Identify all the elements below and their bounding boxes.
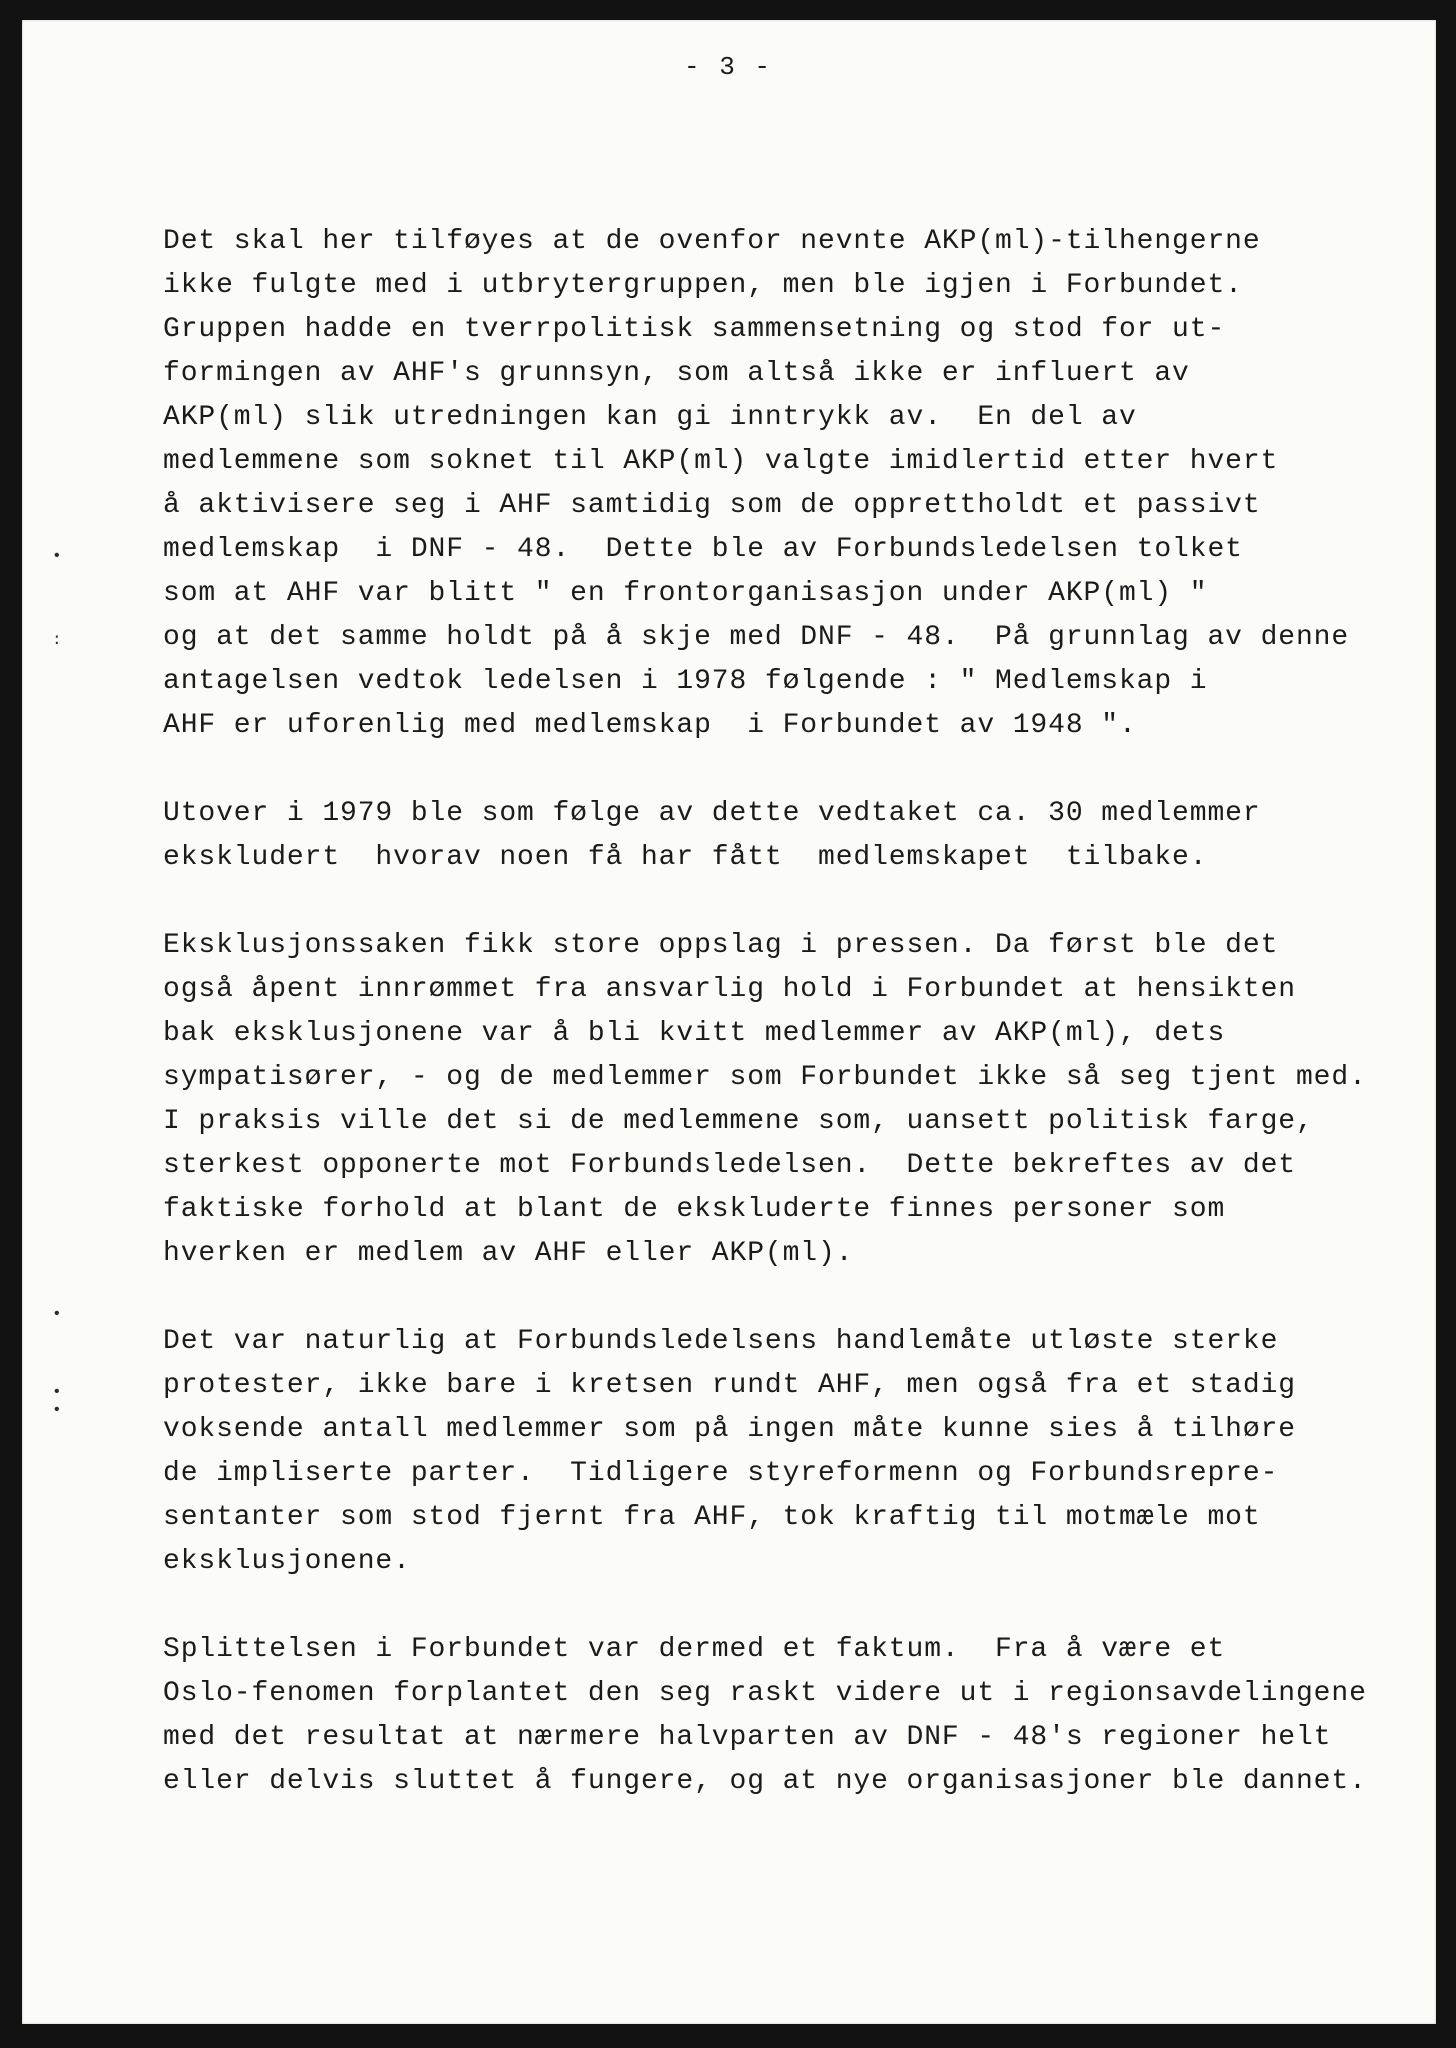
text-line: å aktivisere seg i AHF samtidig som de opprettholdt et passivt bbox=[163, 490, 1261, 521]
text-line: I praksis ville det si de medlemmene som, uansett politisk farge, bbox=[163, 1106, 1314, 1137]
text-line: voksende antall medlemmer som på ingen måte kunne sies å tilhøre bbox=[163, 1414, 1296, 1445]
text-line: AKP(ml) slik utredningen kan gi inntrykk av. En del av bbox=[163, 402, 1137, 433]
paragraph bbox=[163, 792, 1403, 880]
page-number: - 3 - bbox=[683, 52, 772, 82]
text-line: Gruppen hadde en tverrpolitisk sammensetning og stod for ut- bbox=[163, 314, 1226, 345]
paragraph bbox=[163, 220, 1403, 748]
text-line: og at det samme holdt på å skje med DNF - 48. På grunnlag av denne bbox=[163, 622, 1350, 653]
text-line: faktiske forhold at blant de ekskluderte finnes personer som bbox=[163, 1194, 1226, 1225]
text-line: hverken er medlem av AHF eller AKP(ml). bbox=[163, 1238, 854, 1269]
scan-artifact-mark: • bbox=[52, 1305, 62, 1323]
text-line: eller delvis sluttet å fungere, og at nye organisasjoner ble dannet. bbox=[163, 1766, 1367, 1797]
text-line: sterkest opponerte mot Forbundsledelsen. Dette bekreftes av det bbox=[163, 1150, 1296, 1181]
scan-artifact-mark: • bbox=[52, 1383, 62, 1401]
paragraph bbox=[163, 924, 1403, 1276]
text-line: protester, ikke bare i kretsen rundt AHF, men også fra et stadig bbox=[163, 1370, 1296, 1401]
scan-artifact-mark: : bbox=[52, 631, 62, 649]
text-line: ikke fulgte med i utbrytergruppen, men ble igjen i Forbundet. bbox=[163, 270, 1243, 301]
paragraph bbox=[163, 1628, 1403, 1804]
text-line: Oslo-fenomen forplantet den seg raskt videre ut i regionsavdelingene bbox=[163, 1678, 1367, 1709]
scan-artifact-mark: • bbox=[52, 547, 62, 565]
text-line: medlemskap i DNF - 48. Dette ble av Forbundsledelsen tolket bbox=[163, 534, 1243, 565]
text-line: formingen av AHF's grunnsyn, som altså ikke er influert av bbox=[163, 358, 1190, 389]
text-line: de impliserte parter. Tidligere styreformenn og Forbundsrepre- bbox=[163, 1458, 1279, 1489]
text-line: ekskludert hvorav noen få har fått medlemskapet tilbake. bbox=[163, 842, 1208, 873]
paragraph bbox=[163, 1320, 1403, 1584]
text-line: med det resultat at nærmere halvparten av DNF - 48's regioner helt bbox=[163, 1722, 1332, 1753]
document-body bbox=[163, 220, 1403, 1848]
text-line: eksklusjonene. bbox=[163, 1546, 411, 1577]
text-line: AHF er uforenlig med medlemskap i Forbundet av 1948 ". bbox=[163, 710, 1137, 741]
text-line: Det skal her tilføyes at de ovenfor nevnte AKP(ml)-tilhengerne bbox=[163, 226, 1261, 257]
text-line: sentanter som stod fjernt fra AHF, tok kraftig til motmæle mot bbox=[163, 1502, 1261, 1533]
text-line: Splittelsen i Forbundet var dermed et faktum. Fra å være et bbox=[163, 1634, 1226, 1665]
text-line: Eksklusjonssaken fikk store oppslag i pressen. Da først ble det bbox=[163, 930, 1279, 961]
text-line: også åpent innrømmet fra ansvarlig hold i Forbundet at hensikten bbox=[163, 974, 1296, 1005]
scan-artifact-mark: • bbox=[52, 1401, 62, 1419]
text-line: antagelsen vedtok ledelsen i 1978 følgende : " Medlemskap i bbox=[163, 666, 1208, 697]
text-line: bak eksklusjonene var å bli kvitt medlemmer av AKP(ml), dets bbox=[163, 1018, 1226, 1049]
text-line: som at AHF var blitt " en frontorganisasjon under AKP(ml) " bbox=[163, 578, 1208, 609]
text-line: Utover i 1979 ble som følge av dette vedtaket ca. 30 medlemmer bbox=[163, 798, 1261, 829]
text-line: Det var naturlig at Forbundsledelsens handlemåte utløste sterke bbox=[163, 1326, 1279, 1357]
text-line: medlemmene som soknet til AKP(ml) valgte imidlertid etter hvert bbox=[163, 446, 1279, 477]
text-line: sympatisører, - og de medlemmer som Forbundet ikke så seg tjent med. bbox=[163, 1062, 1367, 1093]
